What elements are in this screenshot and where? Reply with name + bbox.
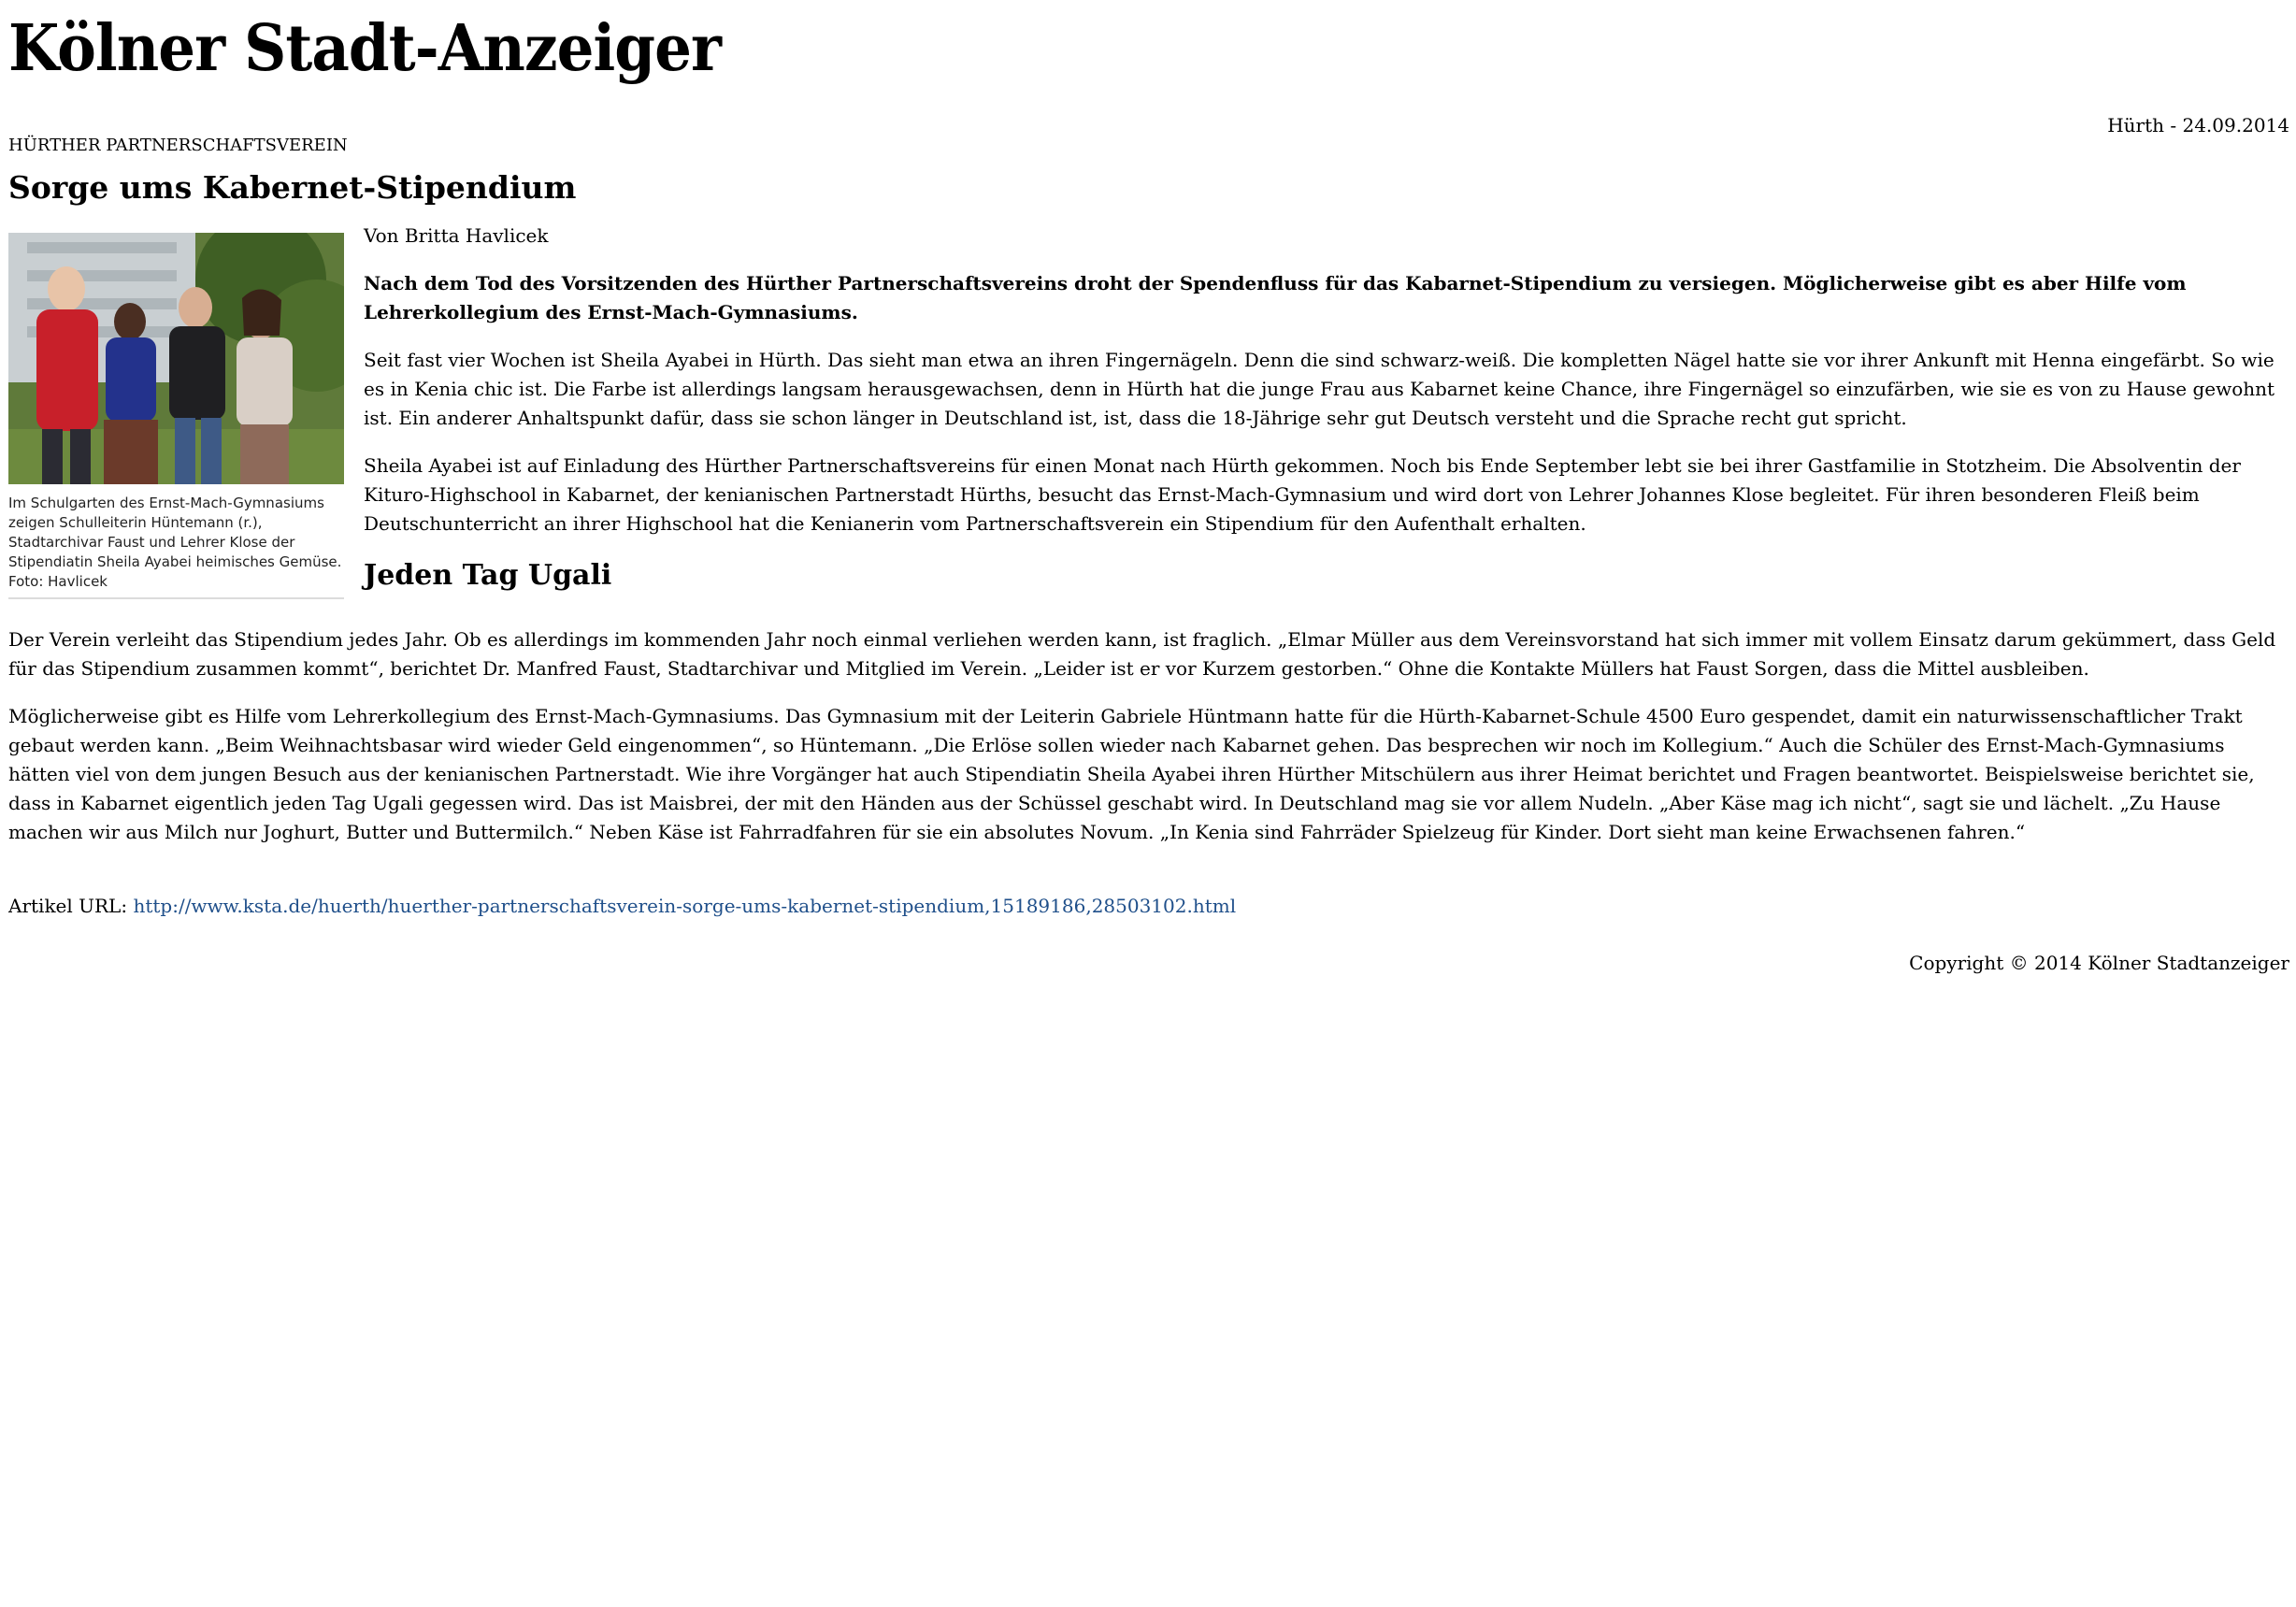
copyright-notice: Copyright © 2014 Kölner Stadtanzeiger — [1909, 952, 2289, 974]
article-paragraph: Der Verein verleiht das Stipendium jedes Jahr. Ob es allerdings im kommenden Jahr noch einmal verliehen werden kann, ist fraglich. „Elmar Müller aus dem Vereinsvorstand hat sich immer mit vollem Einsatz darum gekümmert, dass Geld für das Stipendium zusammen kommt“, berichtet Dr. Manfred Faust, Stadtarchivar und Mitglied im Verein. „Leider ist er vor Kurzem gestorben.“ Ohne die Kontakte Müllers hat Faust Sorgen, dass die Mittel ausbleiben. — [8, 628, 2276, 680]
article-paragraph: Sheila Ayabei ist auf Einladung des Hürther Partnerschaftsvereins für einen Monat nach Hürth gekommen. Noch bis Ende September lebt sie bei ihrer Gastfamilie in Stotzheim. Die Absolventin der Kituro-Highschool in Kabarnet, der kenianischen Partnerstadt Hürths, besucht das Ernst-Mach-Gymnasium und wird dort von Lehrer Johannes Klose begleitet. Für ihren besonderen Fleiß beim Deutschunterricht an ihrer Highschool hat die Kenianerin vom Partnerschaftsverein ein Stipendium für den Aufenthalt erhalten. — [364, 454, 2241, 535]
article-paragraph: Möglicherweise gibt es Hilfe vom Lehrerkollegium des Ernst-Mach-Gymnasiums. Das Gymnasium mit der Leiterin Gabriele Hüntmann hatte für die Hürth-Kabarnet-Schule 4500 Euro gespendet, damit ein naturwissenschaftlicher Trakt gebaut werden kann. „Beim Weihnachtsbasar wird wieder Geld eingenommen“, so Hüntemann. „Die Erlöse sollen wieder nach Kabarnet gehen. Das besprechen wir noch im Kollegium.“ Auch die Schüler des Ernst-Mach-Gymnasiums hätten viel von dem jungen Besuch aus der kenianischen Partnerstadt. Wie ihre Vorgänger hat auch Stipendiatin Sheila Ayabei ihren Hürther Mitschülern aus ihrer Heimat berichtet und Fragen beantwortet. Beispielsweise berichtet sie, dass in Kabarnet eigentlich jeden Tag Ugali gegessen wird. Das ist Maisbrei, der mit den Händen aus der Schüssel geschabt wird. In Deutschland mag sie vor allem Nudeln. „Aber Käse mag ich nicht“, sagt sie und lächelt. „Zu Hause machen wir aus Milch nur Joghurt, Butter und Buttermilch.“ Neben Käse ist Fahrradfahren für sie ein absolutes Novum. „In Kenia sind Fahrräder Spielzeug für Kinder. Dort sieht man keine Erwachsenen fahren.“ — [8, 705, 2255, 843]
article-url-label: Artikel URL: — [8, 895, 128, 917]
article-figure — [8, 233, 344, 599]
article-photo — [8, 233, 344, 484]
article-subhead: Jeden Tag Ugali — [364, 559, 612, 592]
article-lead: Nach dem Tod des Vorsitzenden des Hürther Partnerschaftsvereins droht der Spendenfluss für das Kabarnet-Stipendium zu versiegen. Möglicherweise gibt es aber Hilfe vom Lehrerkollegium des Ernst-Mach-Gymnasiums. — [364, 272, 2187, 323]
article-paragraph: Seit fast vier Wochen ist Sheila Ayabei in Hürth. Das sieht man etwa an ihren Fingernägeln. Denn die sind schwarz-weiß. Die kompletten Nägel hatte sie vor ihrer Ankunft mit Henna eingefärbt. So wie es in Kenia chic ist. Die Farbe ist allerdings langsam herausgewachsen, denn in Hürth hat die junge Frau aus Kabarnet keine Chance, ihre Fingernägel so einzufärben, wie sie es von zu Hause gewohnt ist. Ein anderer Anhaltspunkt dafür, dass sie schon länger in Deutschland ist, ist, dass die 18-Jährige sehr gut Deutsch versteht und die Sprache recht gut spricht. — [364, 349, 2275, 429]
article-url-line — [8, 892, 1236, 921]
photo-caption: Im Schulgarten des Ernst-Mach-Gymnasiums zeigen Schulleiterin Hüntemann (r.), Stadtarchivar Faust und Lehrer Klose der Stipendiatin Sheila Ayabei heimisches Gemüse. Foto: Havlicek — [8, 495, 342, 590]
article-headline: Sorge ums Kabernet-Stipendium — [8, 169, 577, 206]
masthead-logo: Kölner Stadt-Anzeiger — [8, 11, 722, 86]
byline: Von Britta Havlicek — [364, 224, 549, 247]
article-kicker: HÜRTHER PARTNERSCHAFTSVEREIN — [8, 136, 348, 155]
article-upper-column — [364, 222, 2289, 595]
article-lower-body — [8, 625, 2289, 866]
article-url-link[interactable]: http://www.ksta.de/huerth/huerther-partnerschaftsverein-sorge-ums-kabernet-stipendium,15189186,28503102.html — [133, 895, 1237, 917]
dateline: Hürth - 24.09.2014 — [2107, 114, 2289, 136]
